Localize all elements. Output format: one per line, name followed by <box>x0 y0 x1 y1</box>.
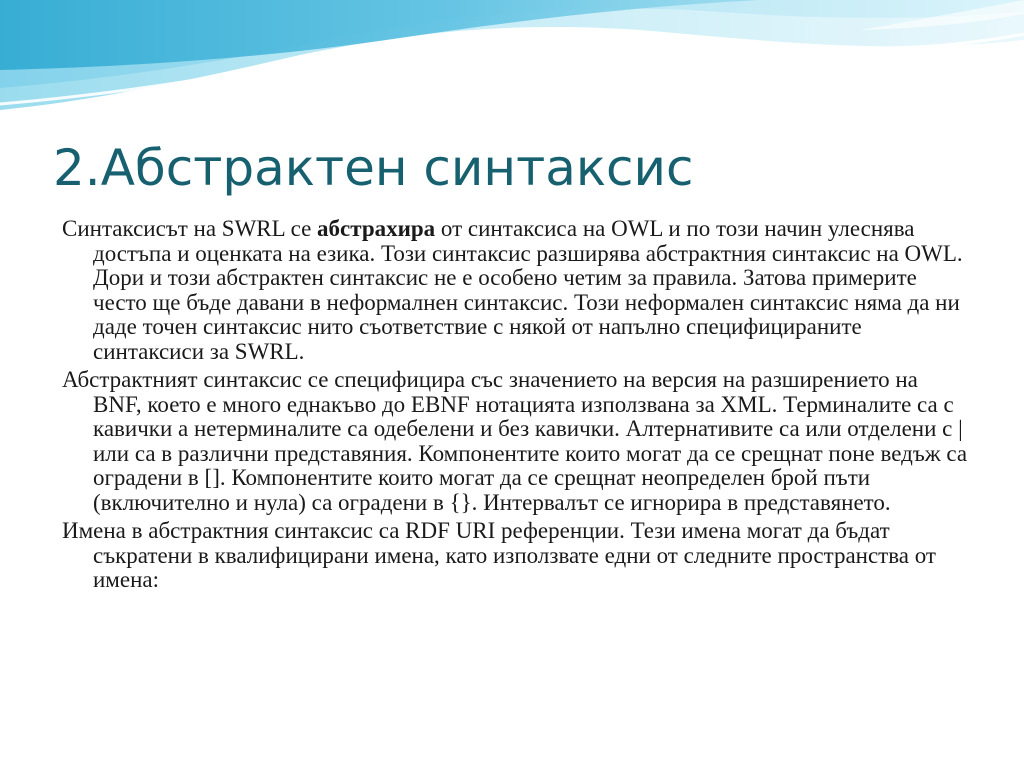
wave-decoration <box>0 0 1024 130</box>
paragraph-1-bold: абстрахира <box>317 216 436 241</box>
slide-title: 2.Абстрактен синтаксис <box>53 139 694 197</box>
paragraph-1-start: Синтаксисът на SWRL се <box>62 216 318 241</box>
slide-body <box>62 217 972 597</box>
paragraph-3: Имена в абстрактния синтаксис са RDF URI референции. Тези имена могат да бъдат съкратени в квалифицирани имена, като използвате едни от следните пространства от имена: <box>62 518 936 592</box>
paragraph-1-rest: от синтаксиса на OWL и по този начин улеснява достъпа и оценката на езика. Този синтаксис разширява абстрактния синтаксис на OWL. Дори и този абстрактен синтаксис не е особено четим за правила. Затова примерите често ще бъде давани в неформалнен синтаксис. Този неформален синтаксис няма да ни даде точен синтаксис нито съответствие с някой от напълно специфицираните синтаксиси за SWRL. <box>93 216 963 364</box>
paragraph-1 <box>62 217 972 364</box>
paragraph-2: Абстрактният синтаксис се специфицира със значението на версия на разширението на BNF, което е много еднакъво до EBNF нотацията използвана за XML. Терминалите са с кавички а нетерминалите са одебелени и без кавички. Алтернативите са или отделени с | или са в различни представяния. Компонентите които могат да се срещнат поне ведъж са оградени в []. Компонентите които могат да се срещнат неопределен брой пъти (включително и нула) са оградени в {}. Интервалът се игнорира в представянето. <box>62 367 968 515</box>
